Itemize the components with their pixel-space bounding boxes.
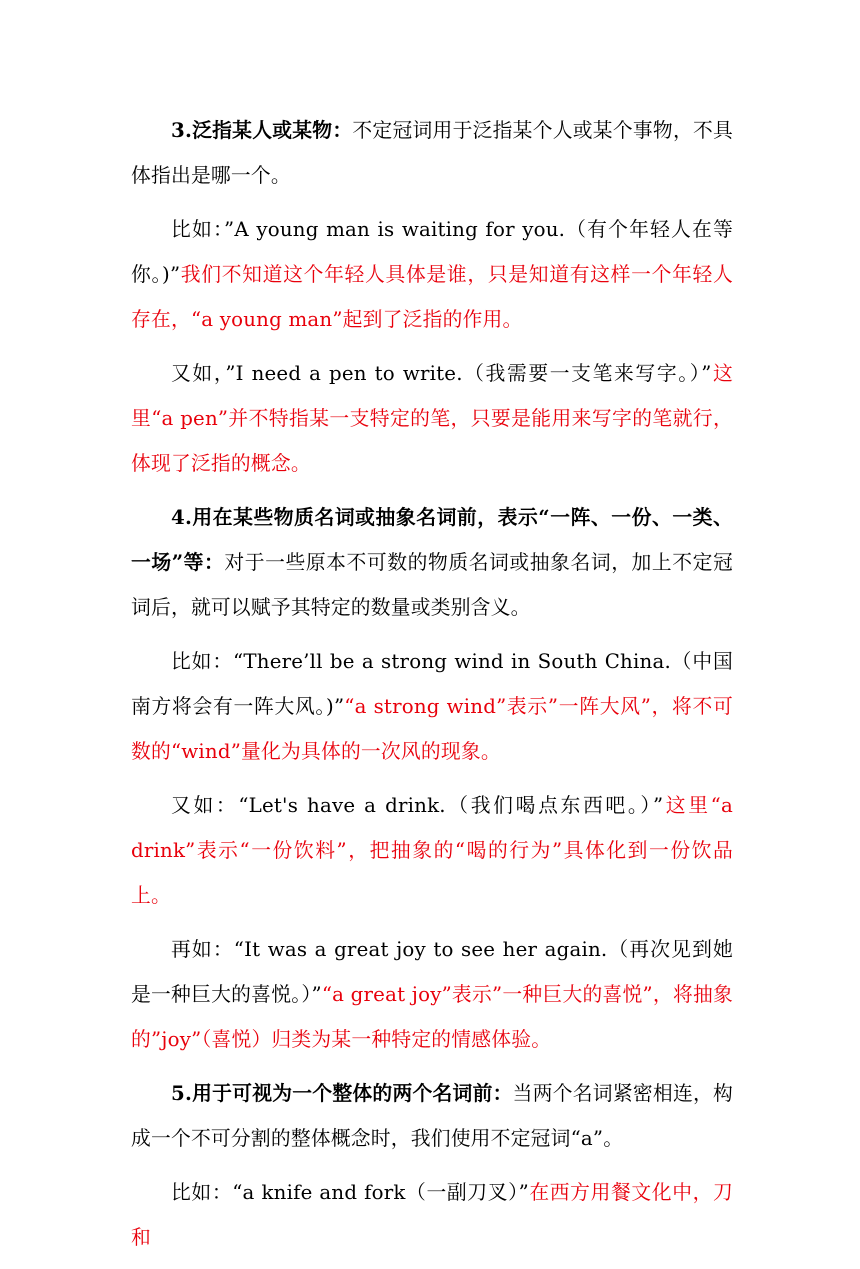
example-explanation: “a great joy”表示”一种巨大的喜悦”，将抽象的”joy”（喜悦）归类为某一种特定的情感体验。 xyxy=(131,983,733,1051)
section-4-example-3 xyxy=(131,927,733,1062)
example-explanation: 我们不知道这个年轻人具体是谁，只是知道有这样一个年轻人存在，“a young man”起到了泛指的作用。 xyxy=(131,263,733,331)
example-sentence: 又如：“Let's have a drink.（我们喝点东西吧。）” xyxy=(171,794,664,817)
section-4-heading-paragraph xyxy=(131,495,733,630)
section-4-example-1 xyxy=(131,639,733,774)
example-explanation: 在西方用餐文化中，刀和 xyxy=(131,1181,733,1249)
section-3-description: 不定冠词用于泛指某个人或某个事物，不具体指出是哪一个。 xyxy=(131,119,733,187)
section-3-example-2 xyxy=(131,351,733,486)
example-explanation: 这里“a pen”并不特指某一支特定的笔，只要是能用来写字的笔就行，体现了泛指的概念。 xyxy=(131,362,733,475)
section-3-heading-paragraph xyxy=(131,108,733,198)
section-4-title: 4.用在某些物质名词或抽象名词前，表示“一阵、一份、一类、一场”等： xyxy=(131,505,733,574)
example-sentence: 再如：“It was a great joy to see her again.（再次见到她是一种巨大的喜悦。）” xyxy=(131,938,733,1006)
section-4-example-2 xyxy=(131,783,733,918)
document-page xyxy=(131,108,733,1269)
section-5-description: 当两个名词紧密相连，构成一个不可分割的整体概念时，我们使用不定冠词“a”。 xyxy=(131,1082,733,1150)
example-explanation: “a strong wind”表示”一阵大风”，将不可数的“wind”量化为具体的一次风的现象。 xyxy=(131,695,733,763)
example-explanation: 这里“a drink”表示“一份饮料”，把抽象的“喝的行为”具体化到一份饮品上。 xyxy=(131,794,733,907)
example-sentence: 比如：“There’ll be a strong wind in South China.（中国南方将会有一阵大风。)” xyxy=(131,650,733,718)
section-4-description: 对于一些原本不可数的物质名词或抽象名词，加上不定冠词后，就可以赋予其特定的数量或类别含义。 xyxy=(131,551,733,619)
section-5-title: 5.用于可视为一个整体的两个名词前： xyxy=(171,1081,513,1105)
example-sentence: 又如，”I need a pen to write.（我需要一支笔来写字。）” xyxy=(171,362,712,385)
section-5-heading-paragraph xyxy=(131,1071,733,1161)
example-sentence: 比如：“a knife and fork（一副刀叉）” xyxy=(171,1181,529,1204)
section-3-example-1 xyxy=(131,207,733,342)
section-5-example-1 xyxy=(131,1170,733,1260)
section-3-title: 3.泛指某人或某物： xyxy=(171,118,353,142)
example-sentence: 比如：”A young man is waiting for you.（有个年轻人在等你。)” xyxy=(131,218,733,286)
